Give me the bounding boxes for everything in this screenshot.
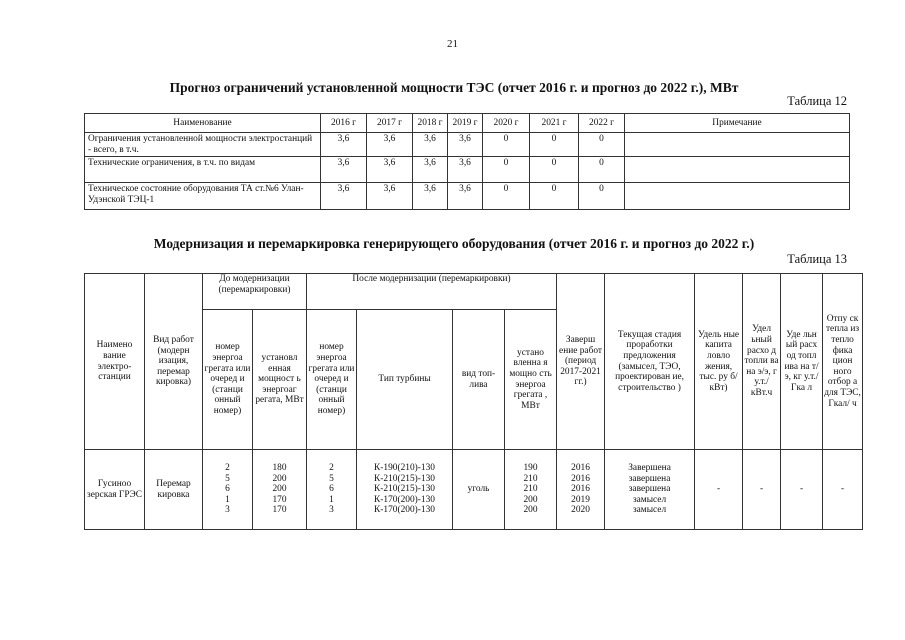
turbine-type: К-170(200)-130 <box>374 505 435 516</box>
fuel-rate-heat-cell: - <box>781 450 823 530</box>
capacity-value: 200 <box>523 505 538 516</box>
capacity-value: 200 <box>272 484 287 495</box>
capacity-value: 200 <box>523 494 538 505</box>
value-cell: 3,6 <box>367 157 413 183</box>
completion-year: 2019 <box>571 494 590 505</box>
col-header-2017: 2017 г <box>367 114 413 133</box>
col-header-2022: 2022 г <box>579 114 625 133</box>
unit-number: 1 <box>329 494 334 505</box>
completion-year: 2016 <box>571 473 590 484</box>
completion-year: 2020 <box>571 505 590 516</box>
col-header-station-name: Наимено вание электро-станции <box>85 274 145 450</box>
row-name: Ограничения установленной мощности электростанций - всего, в т.ч. <box>85 133 321 157</box>
value-cell: 3,6 <box>321 157 367 183</box>
unit-number: 2 <box>225 463 230 474</box>
capacity-value: 190 <box>523 463 538 474</box>
turbine-type-cell <box>357 450 453 530</box>
stage-value: завершена <box>628 484 671 495</box>
col-header-capacity-after: устано вленна я мощно сть энергоа грегата , МВт <box>505 310 557 450</box>
col-header-capex: Удель ные капита ловло жения, тыс. ру б/кВт) <box>695 274 743 450</box>
col-header-completion: Заверш ение работ (период 2017-2021 гг.) <box>557 274 605 450</box>
col-header-work-type: Вид работ (модерн изация, перемар кировка) <box>145 274 203 450</box>
table12-header-row <box>85 114 850 133</box>
turbine-type: К-210(215)-130 <box>374 484 435 495</box>
table13-group-header-row <box>85 274 863 310</box>
unit-number: 2 <box>329 463 334 474</box>
turbine-type: К-170(200)-130 <box>374 494 435 505</box>
value-cell: 0 <box>530 133 579 157</box>
stage-value: замысел <box>632 505 667 516</box>
unit-number: 5 <box>329 473 334 484</box>
turbine-type: К-210(215)-130 <box>374 473 435 484</box>
value-cell: 3,6 <box>367 183 413 210</box>
table-row <box>85 183 850 210</box>
table13 <box>84 273 863 530</box>
col-header-2018: 2018 г <box>413 114 448 133</box>
note-cell <box>625 133 850 157</box>
value-cell: 0 <box>483 157 530 183</box>
value-cell: 3,6 <box>367 133 413 157</box>
note-cell <box>625 157 850 183</box>
capacity-value: 210 <box>523 473 538 484</box>
unit-number: 1 <box>225 494 230 505</box>
work-type-cell: Перемар кировка <box>145 450 203 530</box>
capacity-value: 210 <box>523 484 538 495</box>
col-header-2019: 2019 г <box>448 114 483 133</box>
col-header-2016: 2016 г <box>321 114 367 133</box>
stage-cell <box>605 450 695 530</box>
capacity-after-cell <box>505 450 557 530</box>
page-number: 21 <box>447 38 458 50</box>
unit-number: 3 <box>329 505 334 516</box>
col-header-heat-supply: Отпу ск тепла из тепло фика цион ного отбор а для ТЭС, Гкал/ ч <box>823 274 863 450</box>
table-row <box>85 133 850 157</box>
table13-title: Модернизация и перемаркировка генерирующего оборудования (отчет 2016 г. и прогноз до 2022 г.) <box>153 236 755 251</box>
unit-number: 3 <box>225 505 230 516</box>
completion-year-cell <box>557 450 605 530</box>
heat-supply-cell: - <box>823 450 863 530</box>
station-name-cell: Гусиноо зерская ГРЭС <box>85 450 145 530</box>
capacity-value: 170 <box>272 494 287 505</box>
value-cell: 3,6 <box>448 157 483 183</box>
value-cell: 0 <box>579 133 625 157</box>
completion-year: 2016 <box>571 463 590 474</box>
col-header-note: Примечание <box>625 114 850 133</box>
value-cell: 0 <box>530 183 579 210</box>
unit-number: 5 <box>225 473 230 484</box>
col-header-2021: 2021 г <box>530 114 579 133</box>
capacity-value: 180 <box>272 463 287 474</box>
col-header-name: Наименование <box>85 114 321 133</box>
table12-label: Таблица 12 <box>787 94 847 108</box>
col-header-fuel-rate-power: Удел ьный расхо д топли ва на э/э, г у.т./ кВт.ч <box>743 274 781 450</box>
value-cell: 3,6 <box>413 133 448 157</box>
row-name: Техническое состояние оборудования ТА ст.№6 Улан-Удэнской ТЭЦ-1 <box>85 183 321 210</box>
value-cell: 3,6 <box>448 183 483 210</box>
col-header-2020: 2020 г <box>483 114 530 133</box>
col-header-unit-before: номер энергоа грегата или очеред и (станци онный номер) <box>203 310 253 450</box>
capacity-value: 200 <box>272 473 287 484</box>
table13-label: Таблица 13 <box>787 252 847 266</box>
fuel-type-cell: уголь <box>453 450 505 530</box>
col-header-turbine-type: Тип турбины <box>357 310 453 450</box>
value-cell: 3,6 <box>321 133 367 157</box>
value-cell: 0 <box>579 183 625 210</box>
value-cell: 0 <box>579 157 625 183</box>
note-cell <box>625 183 850 210</box>
value-cell: 3,6 <box>448 133 483 157</box>
units-after-cell <box>307 450 357 530</box>
col-header-stage: Текущая стадия проработки предложения (замысел, ТЭО, проектирован ие, строительство ) <box>605 274 695 450</box>
stage-value: завершена <box>628 473 671 484</box>
group-header-before: До модернизации (перемаркировки) <box>203 274 307 310</box>
unit-number: 6 <box>225 484 230 495</box>
group-header-after: После модернизации (перемаркировки) <box>307 274 557 310</box>
units-before-cell <box>203 450 253 530</box>
value-cell: 3,6 <box>413 157 448 183</box>
value-cell: 0 <box>483 183 530 210</box>
stage-value: Завершена <box>628 463 671 474</box>
table-row <box>85 450 863 530</box>
turbine-type: К-190(210)-130 <box>374 463 435 474</box>
unit-number: 6 <box>329 484 334 495</box>
value-cell: 3,6 <box>413 183 448 210</box>
col-header-fuel-type: вид топ-лива <box>453 310 505 450</box>
row-name: Технические ограничения, в т.ч. по видам <box>85 157 321 183</box>
stage-value: замысел <box>632 494 667 505</box>
col-header-capacity-before: установл енная мощност ь энергоаг регата, МВт <box>253 310 307 450</box>
value-cell: 3,6 <box>321 183 367 210</box>
table-row <box>85 157 850 183</box>
col-header-unit-after: номер энергоа грегата или очеред и (станци онный номер) <box>307 310 357 450</box>
fuel-rate-power-cell: - <box>743 450 781 530</box>
table12-title: Прогноз ограничений установленной мощности ТЭС (отчет 2016 г. и прогноз до 2022 г.), МВт <box>169 80 739 95</box>
table12 <box>84 113 850 210</box>
col-header-fuel-rate-heat: Уде льн ый расх од топл ива на т/э, кг у.т./ Гка л <box>781 274 823 450</box>
capacity-value: 170 <box>272 505 287 516</box>
capacity-before-cell <box>253 450 307 530</box>
value-cell: 0 <box>483 133 530 157</box>
capex-cell: - <box>695 450 743 530</box>
value-cell: 0 <box>530 157 579 183</box>
completion-year: 2016 <box>571 484 590 495</box>
